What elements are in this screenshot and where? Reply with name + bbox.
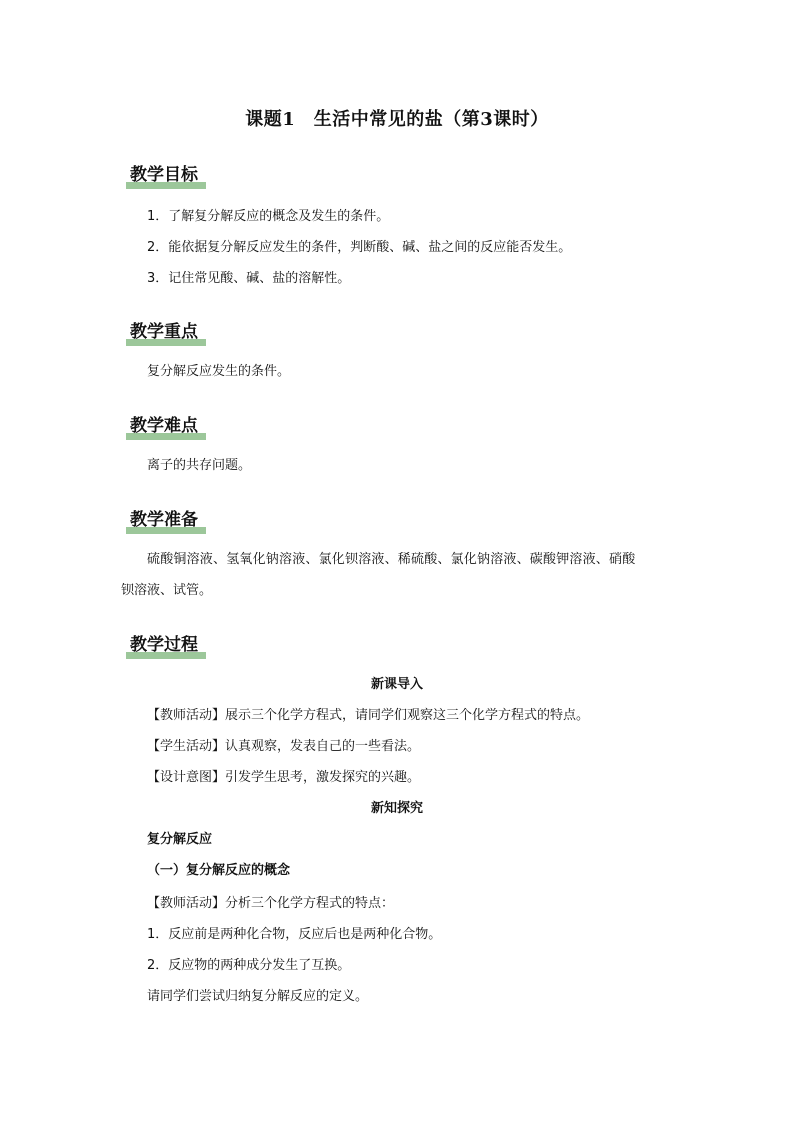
objective-item-2: 2．能依据复分解反应发生的条件，判断酸、碱、盐之间的反应能否发生。 [147, 240, 572, 255]
intro-line-2: 【学生活动】认真观察，发表自己的一些看法。 [147, 739, 421, 754]
intro-line-3: 【设计意图】引发学生思考，激发探究的兴趣。 [147, 770, 421, 785]
section-heading-preparation: 教学准备 [122, 505, 206, 532]
objective-item-3: 3．记住常见酸、碱、盐的溶解性。 [147, 271, 351, 286]
section-heading-process: 教学过程 [122, 630, 206, 657]
page-title: 课题1 生活中常见的盐（第3课时） [245, 109, 549, 130]
explore-subheading: 复分解反应 [147, 832, 213, 847]
intro-line-1: 【教师活动】展示三个化学方程式，请同学们观察这三个化学方程式的特点。 [147, 708, 590, 723]
explore-subsection: （一）复分解反应的概念 [147, 863, 291, 878]
section-heading-key-points: 教学重点 [122, 317, 206, 344]
explore-line-4: 请同学们尝试归纳复分解反应的定义。 [147, 989, 369, 1004]
key-points-text: 复分解反应发生的条件。 [147, 364, 291, 379]
objective-item-1: 1．了解复分解反应的概念及发生的条件。 [147, 209, 390, 224]
explore-title: 新知探究 [370, 801, 423, 816]
intro-title: 新课导入 [370, 677, 423, 692]
explore-line-3: 2．反应物的两种成分发生了互换。 [147, 958, 351, 973]
explore-line-1: 【教师活动】分析三个化学方程式的特点： [147, 896, 395, 911]
difficulties-text: 离子的共存问题。 [147, 458, 252, 473]
explore-line-2: 1．反应前是两种化合物，反应后也是两种化合物。 [147, 927, 442, 942]
preparation-line-1: 硫酸铜溶液、氢氧化钠溶液、氯化钡溶液、稀硫酸、氯化钠溶液、碳酸钾溶液、硝酸 [147, 552, 636, 567]
section-heading-objectives: 教学目标 [122, 160, 206, 187]
preparation-line-2: 钡溶液、试管。 [121, 583, 213, 598]
section-heading-difficulties: 教学难点 [122, 411, 206, 438]
